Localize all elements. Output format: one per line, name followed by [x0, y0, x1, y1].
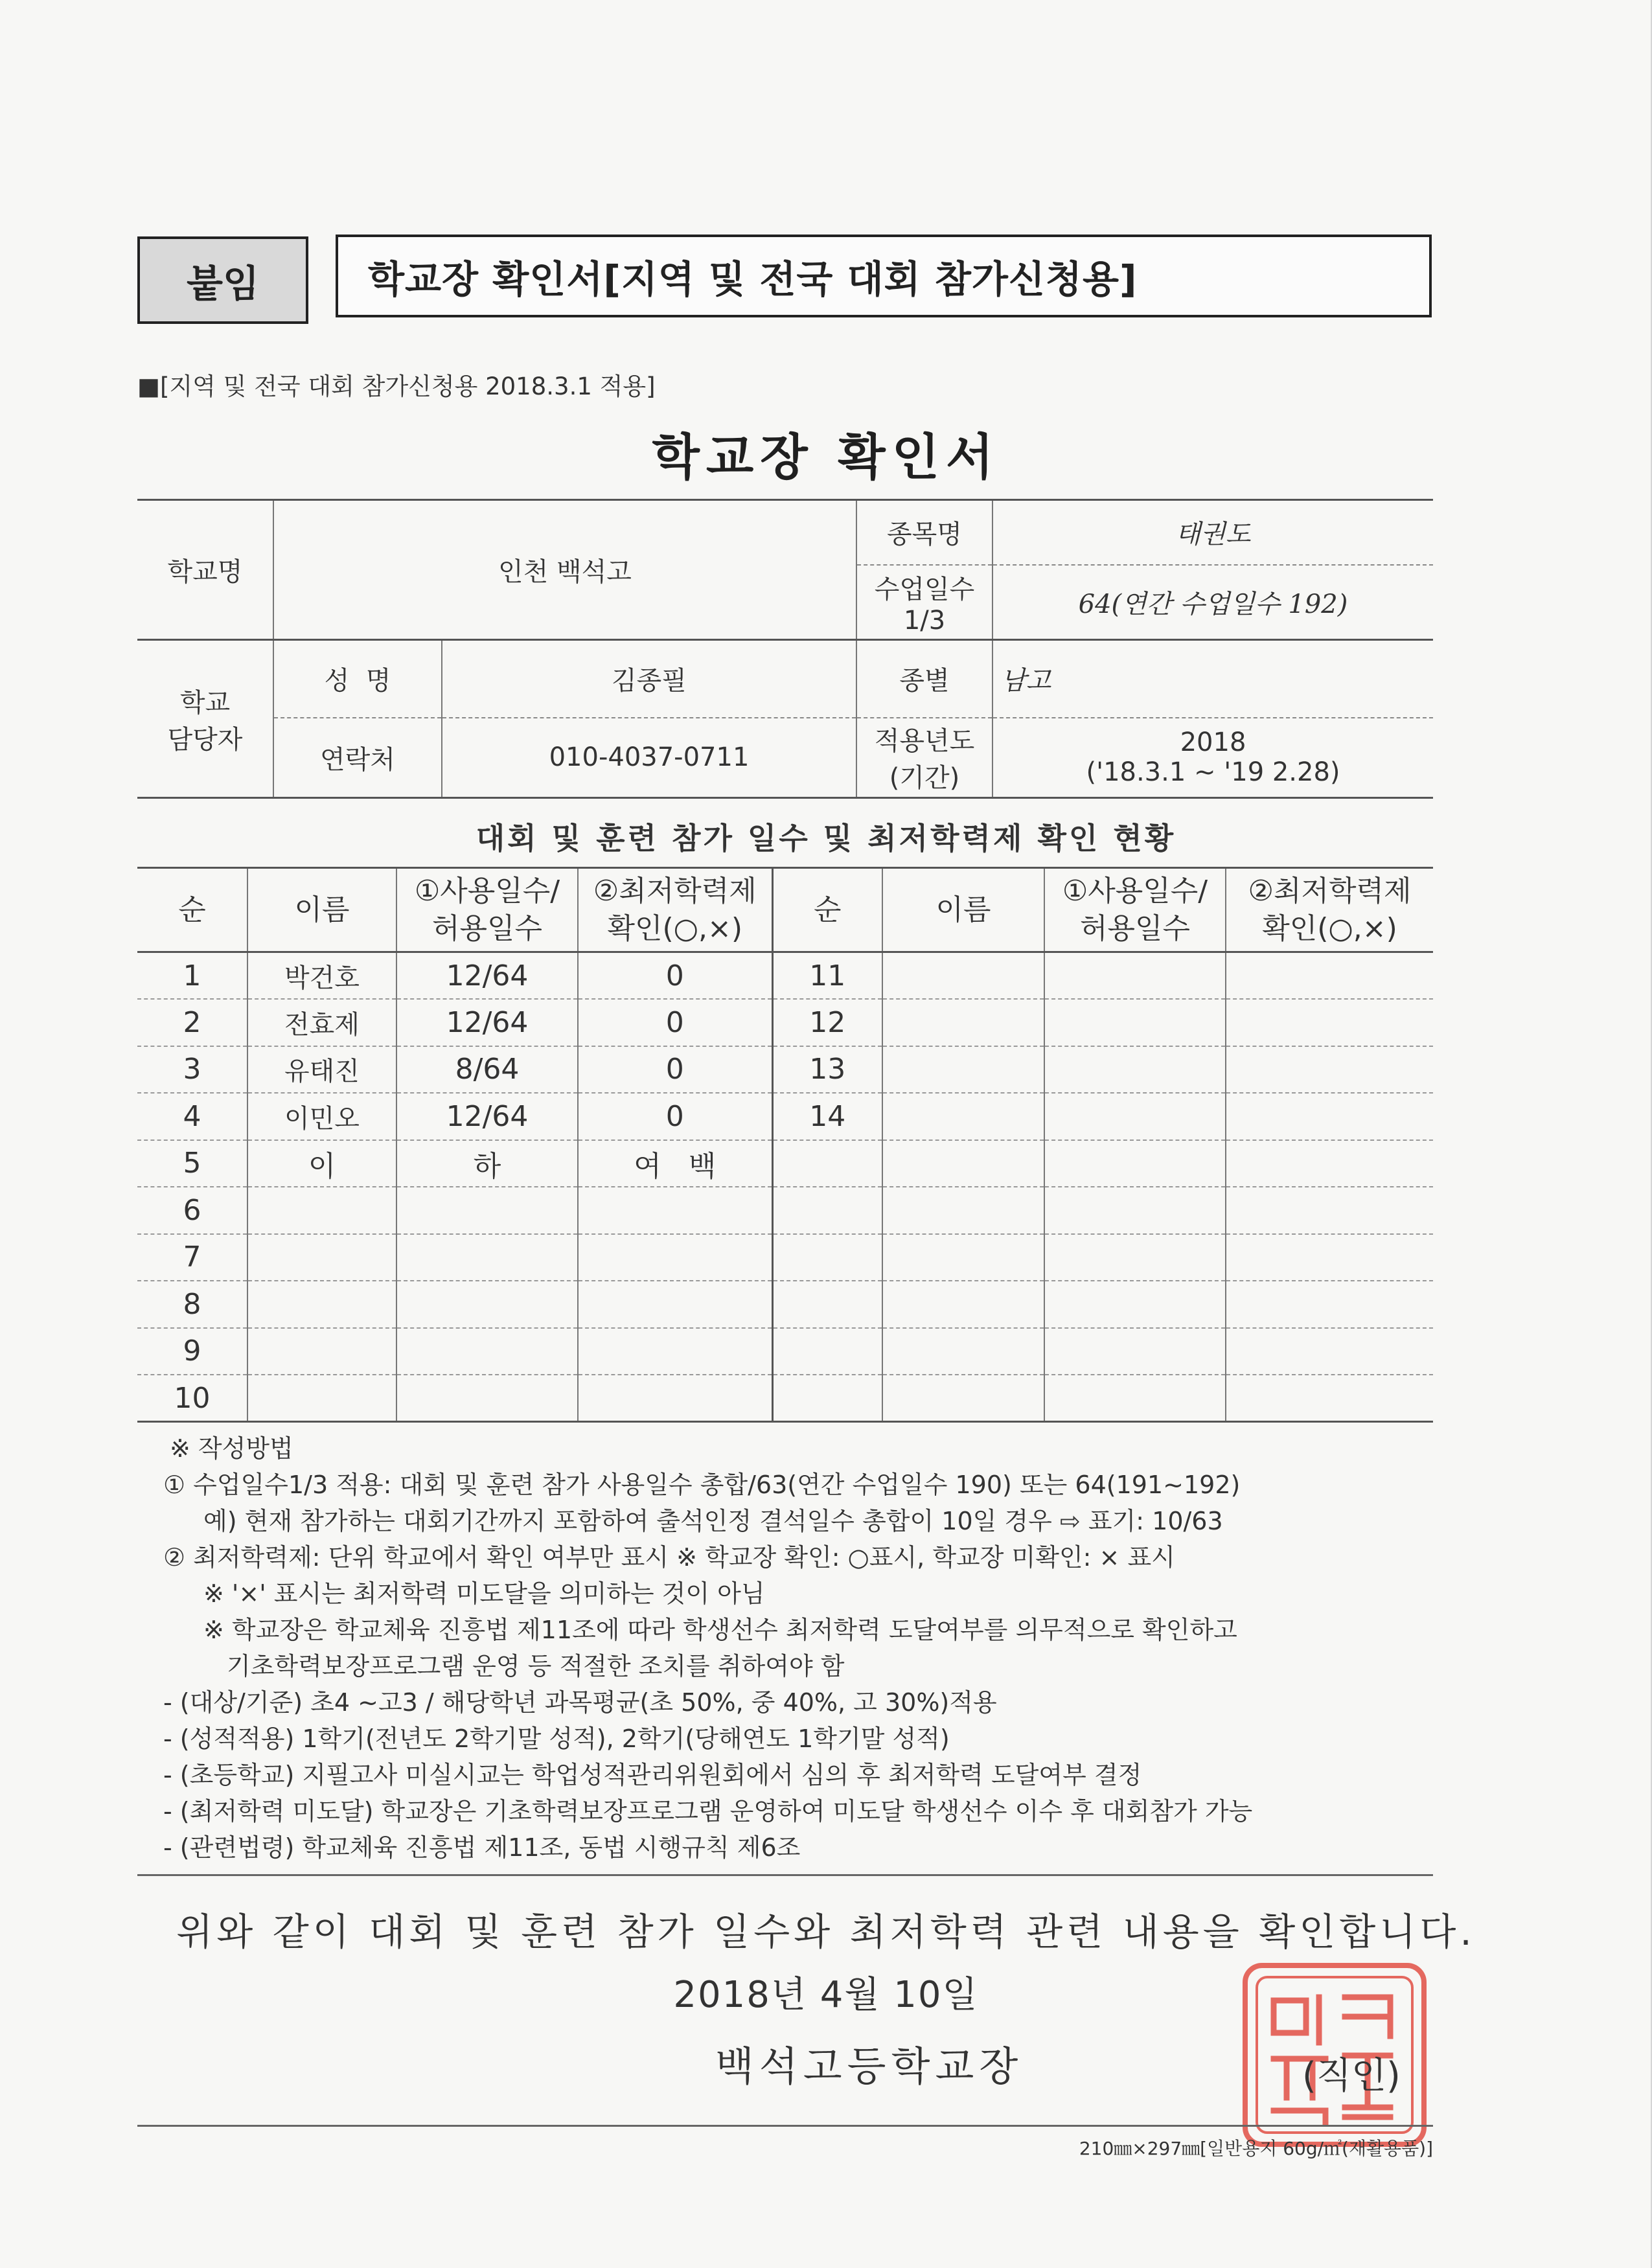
year-value-line2: ('18.3.1 ~ '19 2.28)	[1086, 757, 1340, 788]
days-value: 64(연간 수업일수 192)	[992, 565, 1433, 640]
participation-table	[137, 867, 1433, 1423]
cell-acad-2	[1226, 1187, 1433, 1234]
cell-name: 이민오	[247, 1093, 396, 1140]
name-value: 김종필	[442, 640, 856, 718]
days-label	[856, 565, 992, 640]
confirmation-text: 위와 같이 대회 및 훈련 참가 일수와 최저학력 관련 내용을 확인합니다.	[176, 1910, 1476, 1954]
cell-days: 8/64	[396, 1046, 578, 1094]
table-row	[137, 1187, 1433, 1234]
cell-acad-2	[1226, 1281, 1433, 1328]
contact-label: 연락처	[273, 718, 442, 798]
col-acad-2-line1: ②최저학력제	[1248, 875, 1412, 908]
cell-name-2	[882, 952, 1044, 1000]
note-item: - (관련법령) 학교체육 진흥법 제11조, 동법 시행규칙 제6조	[163, 1833, 801, 1862]
cell-acad: 0	[578, 999, 772, 1046]
cell-days	[396, 1234, 578, 1281]
cell-no-2: 14	[772, 1093, 882, 1140]
cell-acad	[578, 1234, 772, 1281]
cell-acad-2	[1226, 1375, 1433, 1422]
table-row	[137, 1375, 1433, 1422]
col-name: 이름	[247, 868, 396, 952]
cell-days-2	[1044, 1140, 1226, 1187]
cell-name: 전효제	[247, 999, 396, 1046]
cell-acad	[578, 1375, 772, 1422]
table-row	[137, 1093, 1433, 1140]
col-days-2	[1044, 868, 1226, 952]
cell-name-2	[882, 1281, 1044, 1328]
cell-acad: 0	[578, 1046, 772, 1094]
cell-days	[396, 1187, 578, 1234]
col-days-2-line1: ①사용일수/	[1062, 875, 1208, 908]
col-acad	[578, 868, 772, 952]
seal-note: (직인)	[1302, 2055, 1401, 2097]
col-acad-line2: 확인(○,×)	[607, 911, 743, 945]
cell-days	[396, 1375, 578, 1422]
table-row	[137, 1234, 1433, 1281]
note-item: 기초학력보장프로그램 운영 등 적절한 조치를 취하여야 함	[227, 1652, 845, 1680]
col-no: 순	[137, 868, 247, 952]
instructions	[163, 1430, 1440, 1866]
cell-acad	[578, 1328, 772, 1375]
cell-name	[247, 1187, 396, 1234]
cell-acad-2	[1226, 1046, 1433, 1094]
col-days-2-line2: 허용일수	[1079, 911, 1190, 945]
cell-days-2	[1044, 999, 1226, 1046]
cell-acad-2	[1226, 1234, 1433, 1281]
cell-name	[247, 1328, 396, 1375]
header-title: 학교장 확인서[지역 및 전국 대회 참가신청용]	[336, 235, 1432, 317]
cell-no-2: 11	[772, 952, 882, 1000]
divider	[137, 1874, 1433, 1876]
note-item: - (대상/기준) 초4 ~고3 / 해당학년 과목평균(초 50%, 중 40%, 고 30%)적용	[163, 1688, 997, 1717]
table-row	[137, 1140, 1433, 1187]
table-row	[137, 999, 1433, 1046]
page-title: 학교장 확인서	[652, 428, 1000, 486]
cell-days-2	[1044, 1375, 1226, 1422]
year-value	[992, 718, 1433, 798]
cell-no: 9	[137, 1328, 247, 1375]
year-label-line1: 적용년도	[874, 726, 975, 757]
cell-name: 이	[247, 1140, 396, 1187]
cell-name-2	[882, 1375, 1044, 1422]
category-label: 종별	[856, 640, 992, 718]
note-item: - (최저학력 미도달) 학교장은 기초학력보장프로그램 운영하여 미도달 학생선수 이수 후 대회참가 가능	[163, 1797, 1253, 1826]
cell-no: 4	[137, 1093, 247, 1140]
cell-acad	[578, 1187, 772, 1234]
col-days	[396, 868, 578, 952]
cell-days: 하	[396, 1140, 578, 1187]
cell-days-2	[1044, 1234, 1226, 1281]
cell-acad-2	[1226, 1140, 1433, 1187]
note-item: ① 수업일수1/3 적용: 대회 및 훈련 참가 사용일수 총합/63(연간 수업일수 190) 또는 64(191~192)	[163, 1471, 1241, 1499]
cell-name: 유태진	[247, 1046, 396, 1094]
cell-no-2	[772, 1328, 882, 1375]
cell-days: 12/64	[396, 1093, 578, 1140]
info-table	[137, 499, 1433, 799]
note-heading: ※ 작성방법	[170, 1434, 293, 1463]
sport-label: 종목명	[856, 500, 992, 565]
subtitle: ■[지역 및 전국 대회 참가신청용 2018.3.1 적용]	[137, 372, 656, 400]
note-item: ※ '×' 표시는 최저학력 미도달을 의미하는 것이 아님	[203, 1579, 765, 1608]
col-days-line1: ①사용일수/	[414, 875, 560, 908]
signer: 백석고등학교장	[715, 2043, 1024, 2090]
category-value: 남고	[992, 640, 1433, 718]
school-value: 인천 백석고	[273, 500, 856, 640]
cell-name-2	[882, 1328, 1044, 1375]
cell-acad	[578, 1281, 772, 1328]
col-acad-line1: ②최저학력제	[593, 875, 757, 908]
note-item: ※ 학교장은 학교체육 진흥법 제11조에 따라 학생선수 최저학력 도달여부를 의무적으로 확인하고	[203, 1616, 1237, 1644]
section-title: 대회 및 훈련 참가 일수 및 최저학력제 확인 현황	[476, 821, 1176, 856]
manager-label	[137, 640, 273, 798]
cell-acad: 0	[578, 1093, 772, 1140]
cell-name-2	[882, 1187, 1044, 1234]
year-label	[856, 718, 992, 798]
cell-acad: 여 백	[578, 1140, 772, 1187]
cell-no-2	[772, 1140, 882, 1187]
cell-name-2	[882, 999, 1044, 1046]
cell-no-2	[772, 1234, 882, 1281]
cell-days	[396, 1328, 578, 1375]
year-value-line1: 2018	[1180, 727, 1246, 758]
cell-days-2	[1044, 1187, 1226, 1234]
cell-no: 7	[137, 1234, 247, 1281]
col-no-2: 순	[772, 868, 882, 952]
table-row	[137, 1281, 1433, 1328]
days-label-line1: 수업일수	[874, 574, 975, 604]
cell-no: 3	[137, 1046, 247, 1094]
school-label: 학교명	[137, 500, 273, 640]
cell-acad: 0	[578, 952, 772, 1000]
manager-label-line1: 학교	[179, 687, 231, 718]
note-item: - (초등학교) 지필고사 미실시교는 학업성적관리위원회에서 심의 후 최저학력 도달여부 결정	[163, 1761, 1142, 1789]
note-item: ② 최저학력제: 단위 학교에서 확인 여부만 표시 ※ 학교장 확인: ○표시, 학교장 미확인: × 표시	[163, 1543, 1175, 1572]
footer-divider	[137, 2125, 1433, 2127]
cell-no: 2	[137, 999, 247, 1046]
cell-no-2	[772, 1375, 882, 1422]
issue-date: 2018년 4월 10일	[673, 1974, 979, 2016]
note-item: 예) 현재 참가하는 대회기간까지 포함하여 출석인정 결석일수 총합이 10일 경우 ⇨ 표기: 10/63	[203, 1507, 1223, 1535]
cell-days-2	[1044, 952, 1226, 1000]
cell-name	[247, 1375, 396, 1422]
cell-name-2	[882, 1093, 1044, 1140]
note-item: - (성적적용) 1학기(전년도 2학기말 성적), 2학기(당해연도 1학기말 성적)	[163, 1724, 950, 1753]
year-label-line2: (기간)	[889, 763, 960, 794]
cell-days: 12/64	[396, 999, 578, 1046]
sport-value: 태권도	[992, 500, 1433, 565]
col-name-2: 이름	[882, 868, 1044, 952]
table-row	[137, 1046, 1433, 1094]
cell-no-2: 12	[772, 999, 882, 1046]
cell-no: 5	[137, 1140, 247, 1187]
paper-spec: 210㎜×297㎜[일반용지 60g/㎡(재활용품)]	[1079, 2138, 1433, 2159]
cell-acad-2	[1226, 952, 1433, 1000]
cell-no-2	[772, 1187, 882, 1234]
name-label: 성 명	[273, 640, 442, 718]
cell-name	[247, 1281, 396, 1328]
cell-name: 박건호	[247, 952, 396, 1000]
cell-acad-2	[1226, 999, 1433, 1046]
cell-no-2	[772, 1281, 882, 1328]
cell-days-2	[1044, 1046, 1226, 1094]
cell-no-2: 13	[772, 1046, 882, 1094]
col-days-line2: 허용일수	[431, 911, 542, 945]
cell-days-2	[1044, 1281, 1226, 1328]
attachment-tag: 붙임	[137, 236, 308, 324]
cell-days-2	[1044, 1328, 1226, 1375]
cell-name	[247, 1234, 396, 1281]
col-acad-2-line2: 확인(○,×)	[1262, 911, 1397, 945]
table-row	[137, 1328, 1433, 1375]
cell-no: 6	[137, 1187, 247, 1234]
manager-label-line2: 담당자	[167, 724, 243, 755]
cell-no: 8	[137, 1281, 247, 1328]
cell-name-2	[882, 1140, 1044, 1187]
cell-days: 12/64	[396, 952, 578, 1000]
cell-name-2	[882, 1234, 1044, 1281]
cell-days-2	[1044, 1093, 1226, 1140]
cell-days	[396, 1281, 578, 1328]
cell-acad-2	[1226, 1328, 1433, 1375]
cell-name-2	[882, 1046, 1044, 1094]
cell-acad-2	[1226, 1093, 1433, 1140]
table-row	[137, 952, 1433, 1000]
cell-no: 1	[137, 952, 247, 1000]
cell-no: 10	[137, 1375, 247, 1422]
col-acad-2	[1226, 868, 1433, 952]
contact-value: 010-4037-0711	[442, 718, 856, 798]
days-label-line2: 1/3	[903, 605, 946, 636]
